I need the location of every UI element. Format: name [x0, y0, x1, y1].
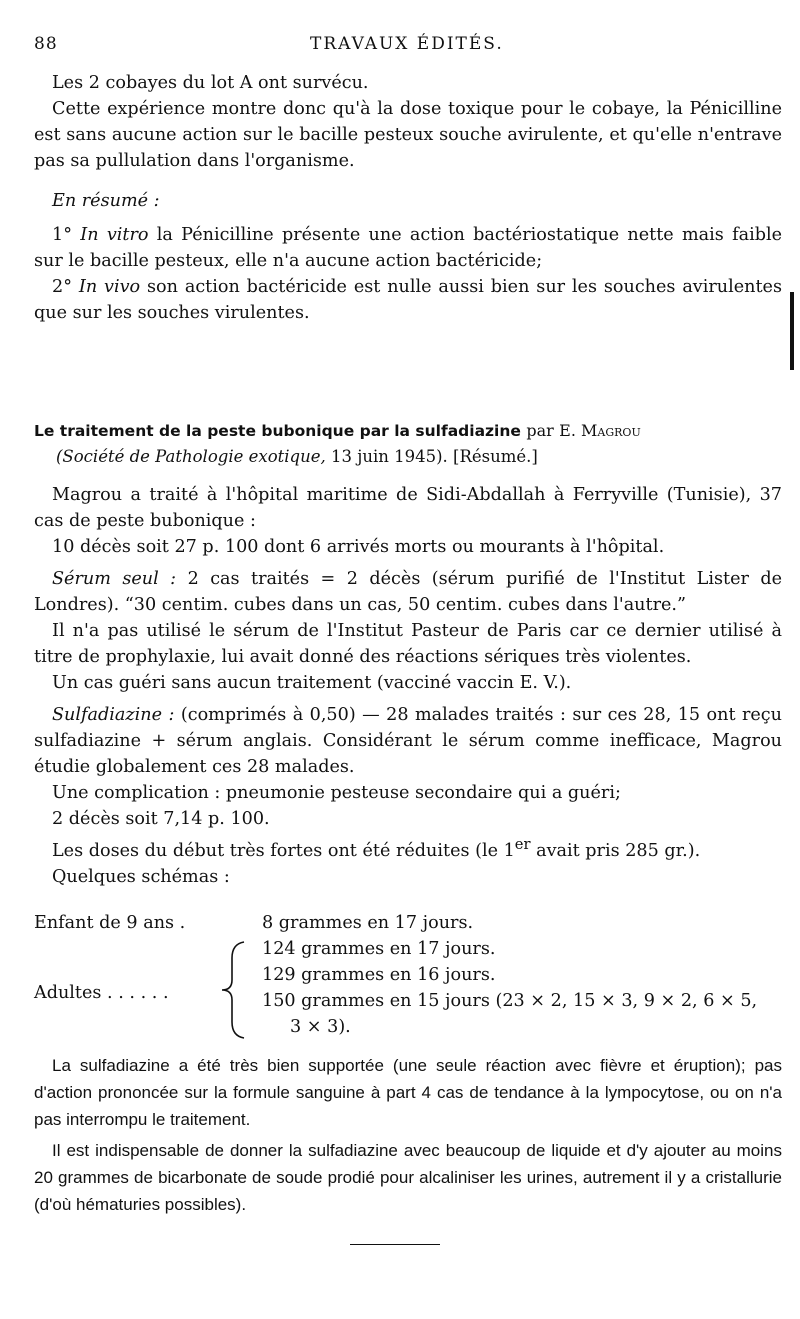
article-author: E. Magrou — [559, 421, 641, 440]
source-note: [Résumé.] — [453, 447, 538, 466]
sulfadiazine-text: (comprimés à 0,50) — 28 malades traités : sur ces 28, 15 ont reçu sulfadiazine + sérum anglais. Considérant le sérum comme inefficace, Magrou étudie globalement ces 28 malades. — [34, 705, 782, 777]
source-journal: (Société de Pathologie exotique, — [56, 447, 326, 466]
serum-label: Sérum seul : — [52, 569, 177, 589]
sulfadiazine-label: Sulfadiazine : — [52, 705, 175, 725]
resume-item-1 — [34, 222, 782, 274]
item-number: 1° — [52, 225, 72, 245]
brace-icon — [218, 940, 248, 1040]
article-by: par — [526, 421, 554, 440]
page-number: 88 — [34, 34, 58, 54]
paragraph: Un cas guéri sans aucun traitement (vacciné vaccin E. V.). — [52, 673, 572, 693]
paragraph: Une complication : pneumonie pesteuse secondaire qui a guéri; — [52, 783, 621, 803]
paragraph-doses — [34, 832, 782, 864]
serum-text: 2 cas traités = 2 décès (sérum purifié de l'Institut Lister de Londres). “30 centim. cubes dans un cas, 50 centim. cubes dans l'autre.” — [34, 569, 783, 615]
running-head: TRAVAUX ÉDITÉS. — [310, 34, 504, 54]
paragraph-sulfadiazine — [34, 702, 782, 780]
article-body — [34, 482, 782, 890]
resume-label: En résumé : — [52, 191, 160, 211]
paragraph: 2 décès soit 7,14 p. 100. — [52, 809, 270, 829]
adult-dose-3: 150 grammes en 15 jours (23 × 2, 15 × 3, 9 × 2, 6 × 5, — [262, 991, 758, 1011]
item-number: 2° — [52, 277, 72, 297]
paragraph: Quelques schémas : — [52, 866, 230, 887]
article-title — [34, 418, 794, 444]
paragraph: Les 2 cobayes du lot A ont survécu. — [52, 73, 369, 93]
paragraph: Il n'a pas utilisé le sérum de l'Institut Pasteur de Paris car ce dernier utilisé à titre de prophylaxie, lui avait donné des réactions sériques très violentes. — [34, 621, 782, 667]
adult-dose-2: 129 grammes en 16 jours. — [262, 965, 496, 985]
item-label: In vitro — [80, 225, 149, 245]
page-header — [0, 30, 800, 60]
conclusion — [34, 1052, 782, 1218]
article-source — [56, 444, 796, 470]
adult-dose-1: 124 grammes en 17 jours. — [262, 939, 496, 959]
doses-text: Les doses du début très fortes ont été réduites (le 1 — [52, 840, 515, 861]
adult-label: Adultes . . . . . . — [34, 983, 169, 1003]
dose-schedule — [34, 910, 800, 1040]
item-text: son action bactéricide est nulle aussi bien sur les souches avirulentes que sur les souches virulentes. — [34, 277, 782, 323]
section-previous-study — [34, 70, 782, 326]
resume-item-2 — [34, 274, 782, 326]
margin-mark — [790, 292, 794, 370]
paragraph: Cette expérience montre donc qu'à la dose toxique pour le cobaye, la Pénicilline est sans aucune action sur le bacille pesteux souche avirulente, et qu'elle n'entrave pas sa pullulation dans l'organisme. — [34, 99, 782, 171]
paragraph: Il est indispensable de donner la sulfadiazine avec beaucoup de liquide et d'y ajouter au moins 20 grammes de bicarbonate de soude prodié pour alcaliniser les urines, autrement il y a cristallurie (d'où hématuries possibles). — [34, 1141, 782, 1214]
doses-text-end: avait pris 285 gr.). — [530, 840, 701, 861]
section-divider — [350, 1244, 440, 1245]
source-date: 13 juin 1945). — [330, 447, 448, 466]
paragraph: 10 décès soit 27 p. 100 dont 6 arrivés morts ou mourants à l'hôpital. — [52, 537, 665, 557]
item-text: la Pénicilline présente une action bactériostatique nette mais faible sur le bacille pesteux, elle n'a aucune action bactéricide; — [34, 225, 783, 271]
item-label: In vivo — [78, 277, 141, 297]
paragraph: La sulfadiazine a été très bien supportée (une seule réaction avec fièvre et éruption); pas d'action prononcée sur la formule sanguine à part 4 cas de tendance à la lympocytose, ou on n'a pas interrompu le traitement. — [34, 1056, 782, 1129]
child-label: Enfant de 9 ans . — [34, 913, 186, 933]
child-dose: 8 grammes en 17 jours. — [262, 913, 474, 933]
adult-dose-3-continued: 3 × 3). — [290, 1017, 351, 1037]
paragraph-serum — [34, 566, 782, 618]
article-title-text: Le traitement de la peste bubonique par la sulfadiazine — [34, 422, 521, 440]
superscript: er — [514, 836, 531, 853]
paragraph: Magrou a traité à l'hôpital maritime de Sidi-Abdallah à Ferryville (Tunisie), 37 cas de peste bubonique : — [34, 485, 782, 531]
